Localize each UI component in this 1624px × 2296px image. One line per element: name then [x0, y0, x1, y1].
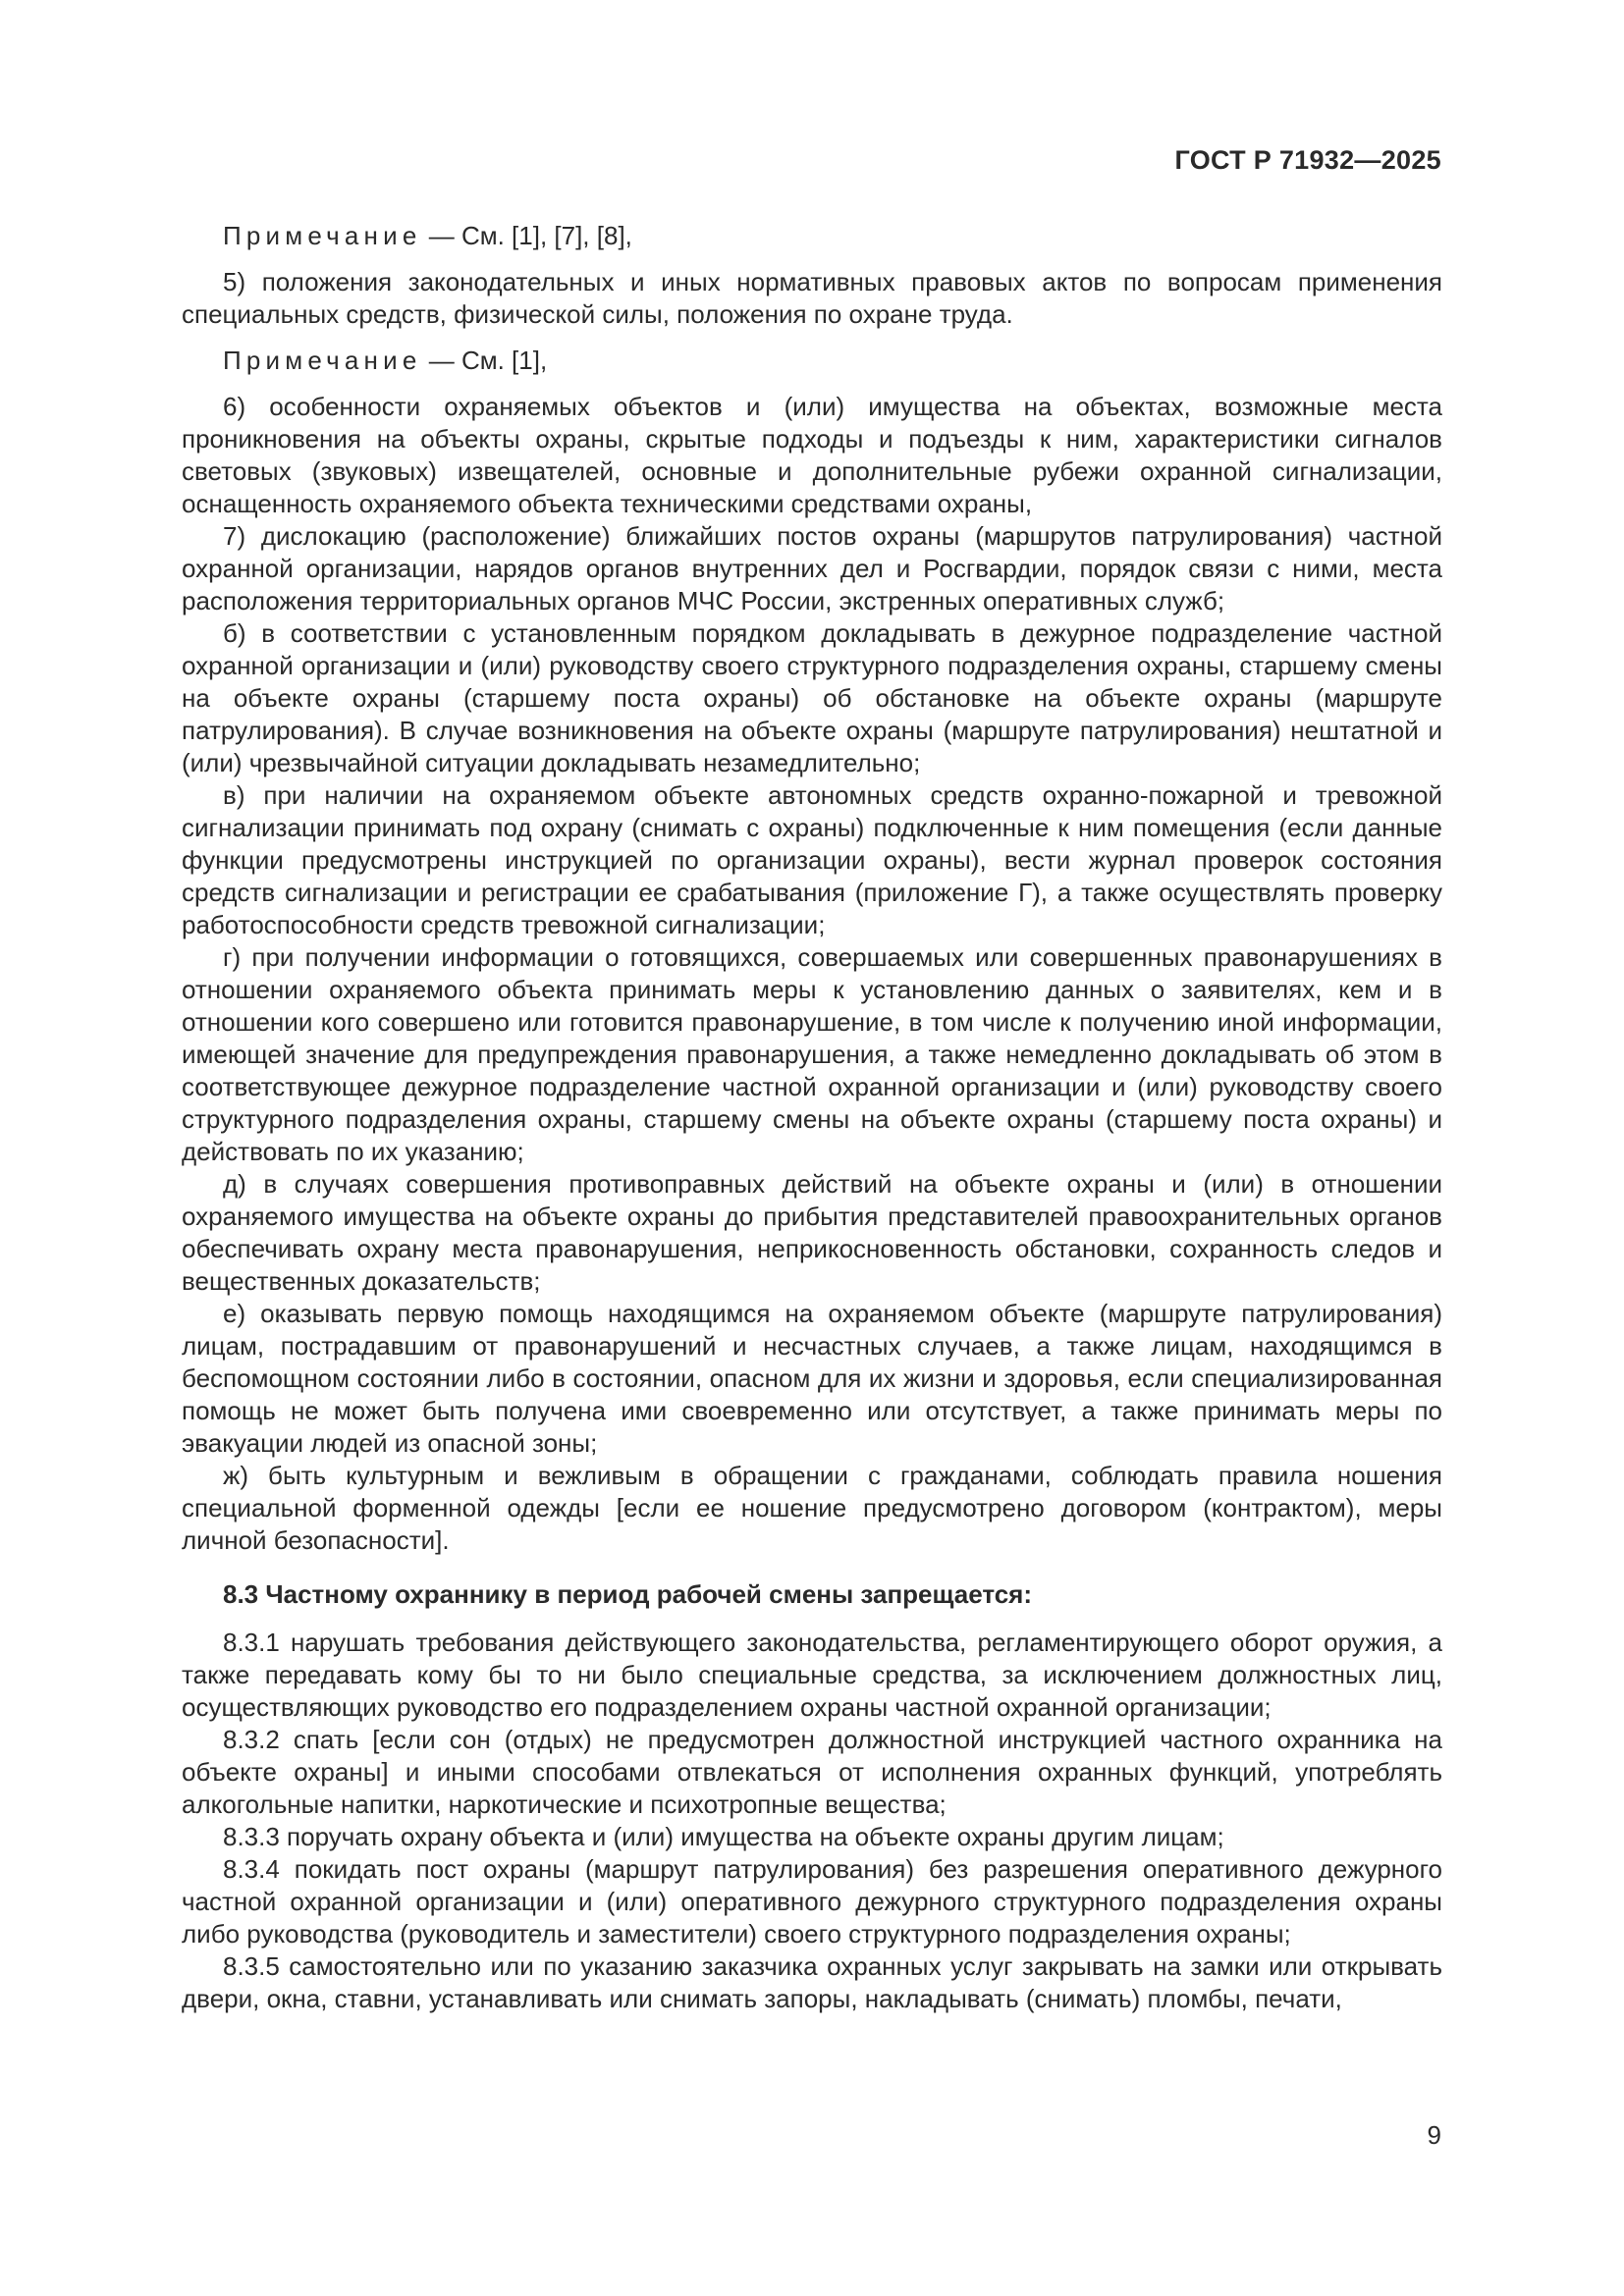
note-label: Примечание — [223, 346, 422, 375]
list-item-zh: ж) быть культурным и вежливым в обращении с гражданами, соблюдать правила ношения специальной форменной одежды [если ее ношение предусмотрено договором (контрактом), меры личной безопасности]. — [182, 1461, 1442, 1555]
list-item-v: в) при наличии на охраняемом объекте автономных средств охранно-пожарной и тревожной сигнализации принимать под охрану (снимать с охраны) подключенные к ним помещения (если данные функции предусмотрены инструкцией по организации охраны), вести журнал проверок состояния средств сигнализации и регистрации ее срабатывания (приложение Г), а также осуществлять проверку работоспособности средств тревожной сигнализации; — [182, 780, 1442, 939]
list-item-7: 7) дислокацию (расположение) ближайших постов охраны (маршрутов патрулирования) частной охранной организации, нарядов органов внутренних дел и Росгвардии, порядок связи с ними, места расположения территориальных органов МЧС России, экстренных оперативных служб; — [182, 521, 1442, 615]
list-item-5: 5) положения законодательных и иных нормативных правовых актов по вопросам применения специальных средств, физической силы, положения по охране труда. — [182, 267, 1442, 329]
document-code-header: ГОСТ Р 71932—2025 — [1174, 145, 1441, 175]
clause-8-3-3: 8.3.3 поручать охрану объекта и (или) имущества на объекте охраны другим лицам; — [223, 1822, 1224, 1851]
note-paragraph — [182, 345, 1442, 377]
page-number: 9 — [1427, 2120, 1441, 2150]
note-text: — См. [1], [7], [8], — [421, 221, 632, 250]
list-item-b: б) в соответствии с установленным порядком докладывать в дежурное подразделение частной охранной организации и (или) руководству своего структурного подразделения охраны, старшему смены на объекте охраны (старшему поста охраны) об обстановке на объекте охраны (маршруте патрулирования). В случае возникновения на объекте охраны (маршруте патрулирования) нештатной и (или) чрезвычайной ситуации докладывать незамедлительно; — [182, 618, 1442, 777]
note-text: — См. [1], — [421, 346, 548, 375]
clause-8-3-5: 8.3.5 самостоятельно или по указанию заказчика охранных услуг закрывать на замки или открывать двери, окна, ставни, устанавливать или снимать запоры, накладывать (снимать) пломбы, печати, — [182, 1951, 1442, 2013]
note-paragraph — [182, 220, 1442, 252]
clause-8-3-1: 8.3.1 нарушать требования действующего законодательства, регламентирующего оборот оружия, а также передавать кому бы то ни было специальные средства, за исключением должностных лиц, осуществляющих руководство его подразделением охраны частной охранной организации; — [182, 1628, 1442, 1722]
clause-8-3-2: 8.3.2 спать [если сон (отдых) не предусмотрен должностной инструкцией частного охранника на объекте охраны] и иными способами отвлекаться от исполнения охранных функций, употреблять алкогольные напитки, наркотические и психотропные вещества; — [182, 1725, 1442, 1819]
page-body — [182, 220, 1442, 2015]
section-heading-8-3: 8.3 Частному охраннику в период рабочей смены запрещается: — [223, 1579, 1033, 1609]
list-item-d: д) в случаях совершения противоправных действий на объекте охраны и (или) в отношении охраняемого имущества на объекте охраны до прибытия представителей правоохранительных органов обеспечивать охрану места правонарушения, неприкосновенность обстановки, сохранность следов и вещественных доказательств; — [182, 1169, 1442, 1296]
clause-8-3-4: 8.3.4 покидать пост охраны (маршрут патрулирования) без разрешения оперативного дежурного частной охранной организации и (или) оперативного дежурного структурного подразделения охраны либо руководства (руководитель и заместители) своего структурного подразделения охраны; — [182, 1854, 1442, 1949]
list-item-e: е) оказывать первую помощь находящимся на охраняемом объекте (маршруте патрулирования) лицам, пострадавшим от правонарушений и несчастных случаев, а также лицам, находящимся в беспомощном состоянии либо в состоянии, опасном для их жизни и здоровья, если специализированная помощь не может быть получена ими своевременно или отсутствует, а также принимать меры по эвакуации людей из опасной зоны; — [182, 1299, 1442, 1458]
note-label: Примечание — [223, 221, 422, 250]
list-item-6: 6) особенности охраняемых объектов и (или) имущества на объектах, возможные места проникновения на объекты охраны, скрытые подходы и подъезды к ним, характеристики сигналов световых (звуковых) извещателей, основные и дополнительные рубежи охранной сигнализации, оснащенность охраняемого объекта техническими средствами охраны, — [182, 392, 1442, 518]
list-item-g: г) при получении информации о готовящихся, совершаемых или совершенных правонарушениях в отношении охраняемого объекта принимать меры к установлению данных о заявителях, кем и в отношении кого совершено или готовится правонарушение, в том числе к получению иной информации, имеющей значение для предупреждения правонарушения, а также немедленно докладывать об этом в соответствующее дежурное подразделение частной охранной организации и (или) руководству своего структурного подразделения охраны, старшему смены на объекте охраны (старшему поста охраны) и действовать по их указанию; — [182, 942, 1442, 1166]
